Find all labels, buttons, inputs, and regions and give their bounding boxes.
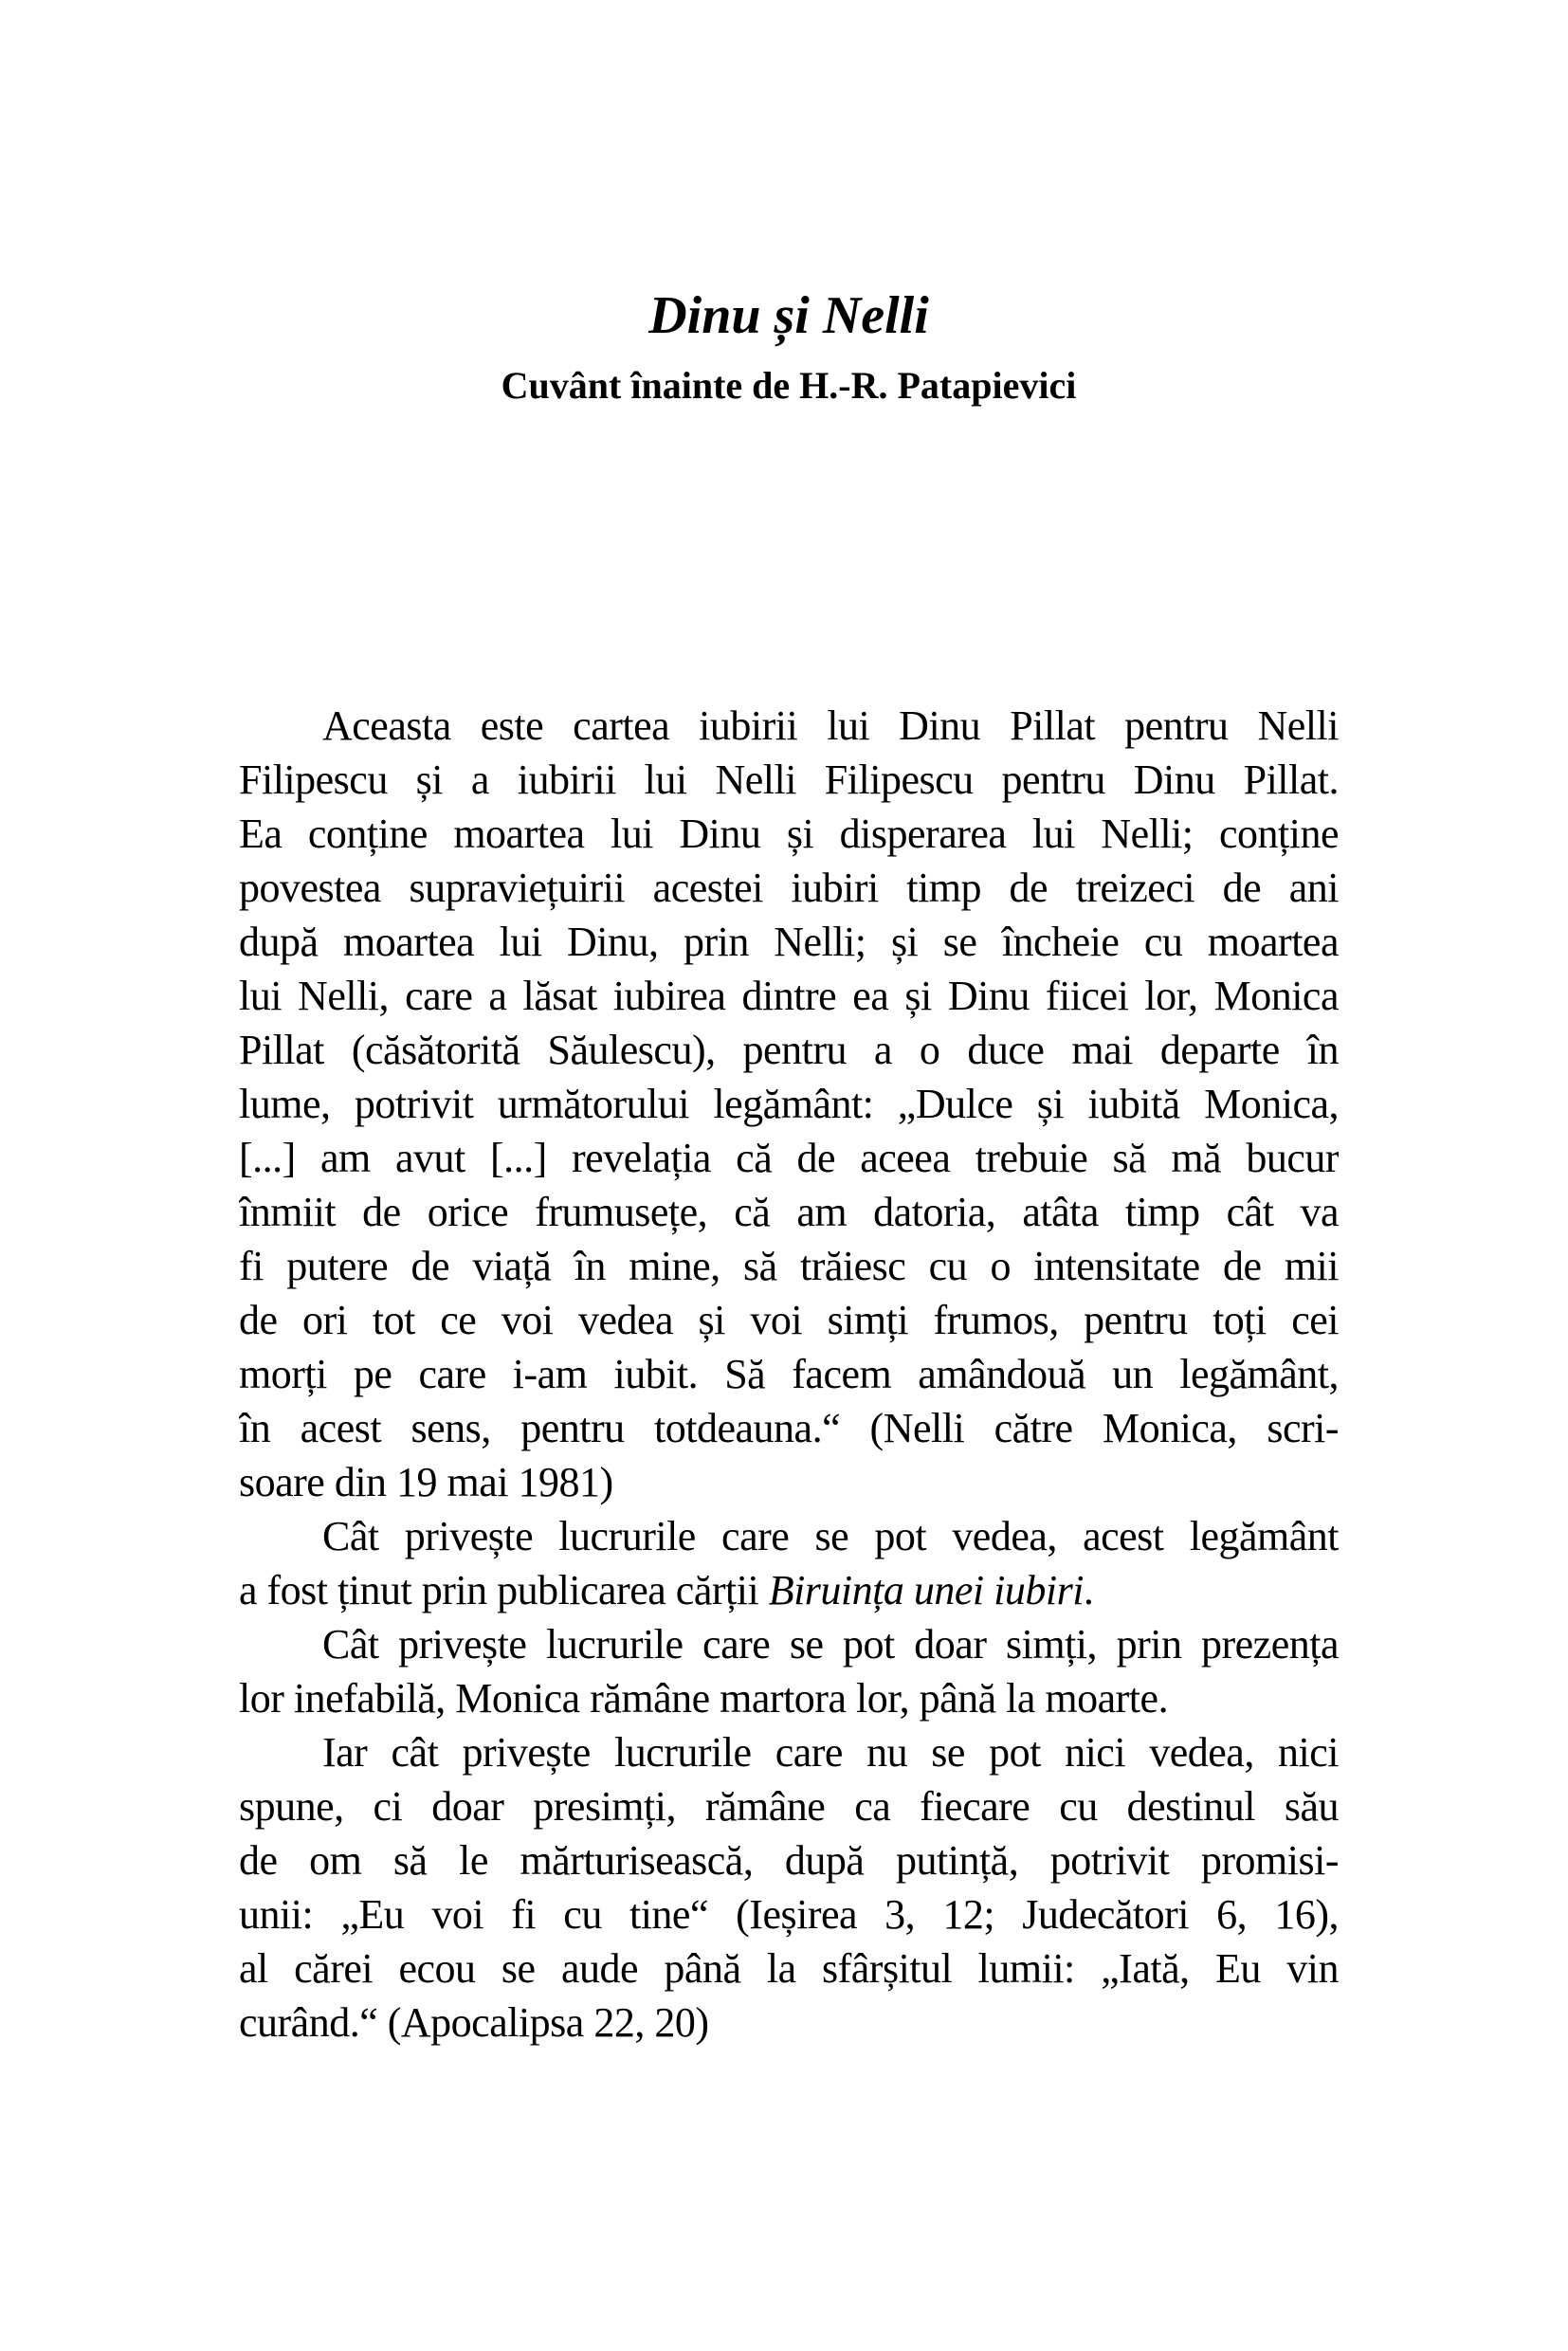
text-line: [239, 1185, 1339, 1239]
text-line: [239, 1293, 1339, 1347]
body-text: [239, 699, 1339, 2050]
text-line: [239, 699, 1339, 753]
paragraph: [239, 1725, 1339, 2050]
text-line: [239, 1455, 1339, 1509]
chapter-title: Dinu și Nelli: [648, 286, 929, 345]
text-line: [239, 1996, 1339, 2050]
paragraph: [239, 1617, 1339, 1725]
text-line: [239, 1563, 1339, 1617]
text-segment: curând.“ (Apocalipsa 22, 20): [239, 1999, 709, 2046]
text-line: [239, 1779, 1339, 1833]
text-segment: după moartea lui Dinu, prin Nelli; și se încheie cu moartea: [239, 919, 1339, 965]
text-segment: unii: „Eu voi fi cu tine“ (Ieșirea 3, 12; Judecători 6, 16),: [239, 1891, 1339, 1938]
text-segment: Cât privește lucrurile care se pot doar simți, prin prezența: [322, 1621, 1339, 1668]
chapter-subtitle: Cuvânt înainte de H.-R. Patapievici: [501, 364, 1077, 407]
text-line: [239, 1131, 1339, 1185]
text-segment: Ea conține moartea lui Dinu și disperarea lui Nelli; conține: [239, 811, 1339, 857]
text-segment: [...] am avut [...] revelația că de aceea trebuie să mă bucur: [239, 1135, 1339, 1181]
paragraph: [239, 1509, 1339, 1617]
text-segment: de om să le mărturisească, după putință, potrivit promisi-: [239, 1837, 1339, 1884]
text-segment: în acest sens, pentru totdeauna.“ (Nelli către Monica, scri-: [239, 1405, 1339, 1451]
text-segment: a fost ținut prin publicarea cărții: [239, 1567, 769, 1613]
book-title-italic: Biruința unei iubiri: [768, 1567, 1084, 1613]
text-segment: soare din 19 mai 1981): [239, 1459, 613, 1505]
text-segment: lor inefabilă, Monica rămâne martora lor, până la moarte.: [239, 1675, 1169, 1722]
text-segment: spune, ci doar presimți, rămâne ca fiecare cu destinul său: [239, 1783, 1339, 1830]
text-line: [239, 1401, 1339, 1455]
text-segment: Cât privește lucrurile care se pot vedea, acest legământ: [322, 1513, 1339, 1559]
text-line: [239, 1239, 1339, 1293]
text-line: [239, 1941, 1339, 1996]
paragraph: [239, 699, 1339, 1509]
text-line: [239, 861, 1339, 915]
text-segment: înmiit de orice frumusețe, că am datoria, atâta timp cât va: [239, 1189, 1339, 1235]
text-line: [239, 1347, 1339, 1401]
text-line: [239, 1023, 1339, 1077]
text-line: [239, 1617, 1339, 1671]
text-segment: morți pe care i-am iubit. Să facem amândouă un legământ,: [239, 1351, 1339, 1397]
text-segment: Iar cât privește lucrurile care nu se pot nici vedea, nici: [322, 1729, 1339, 1776]
text-line: [239, 915, 1339, 969]
text-segment: de ori tot ce voi vedea și voi simți frumos, pentru toți cei: [239, 1297, 1339, 1343]
text-line: [239, 1887, 1339, 1941]
text-line: [239, 1833, 1339, 1887]
text-segment: Aceasta este cartea iubirii lui Dinu Pillat pentru Nelli: [322, 702, 1339, 749]
text-line: [239, 1671, 1339, 1725]
text-line: [239, 753, 1339, 807]
text-line: [239, 1077, 1339, 1131]
text-segment: povestea supraviețuirii acestei iubiri timp de treizeci de ani: [239, 865, 1339, 911]
text-segment: Filipescu și a iubirii lui Nelli Filipescu pentru Dinu Pillat.: [239, 756, 1339, 803]
text-segment: lui Nelli, care a lăsat iubirea dintre ea și Dinu fiicei lor, Monica: [239, 973, 1339, 1019]
text-segment: .: [1083, 1567, 1094, 1613]
text-line: [239, 1509, 1339, 1563]
text-segment: lume, potrivit următorului legământ: „Dulce și iubită Monica,: [239, 1081, 1339, 1127]
text-line: [239, 969, 1339, 1023]
text-segment: al cărei ecou se aude până la sfârșitul lumii: „Iată, Eu vin: [239, 1945, 1339, 1992]
text-segment: fi putere de viață în mine, să trăiesc cu o intensitate de mii: [239, 1243, 1339, 1289]
text-segment: Pillat (căsătorită Săulescu), pentru a o duce mai departe în: [239, 1027, 1339, 1073]
text-line: [239, 807, 1339, 861]
text-line: [239, 1725, 1339, 1779]
